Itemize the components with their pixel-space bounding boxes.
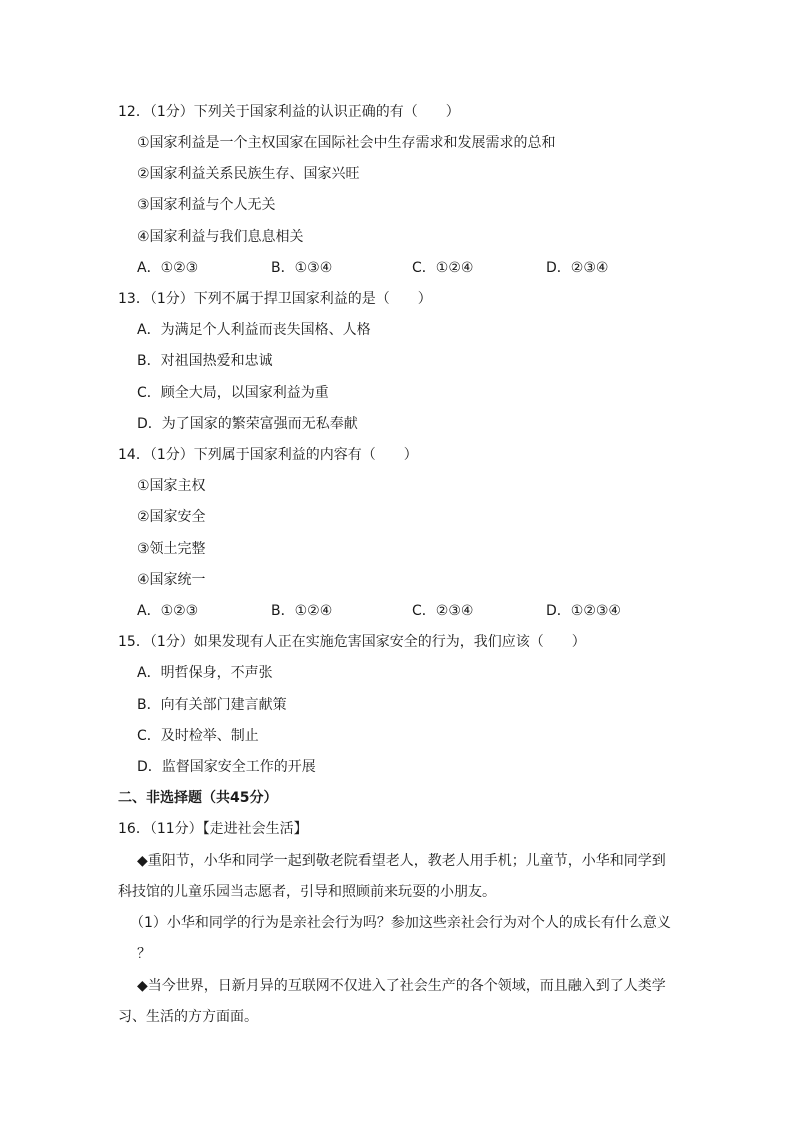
q13-option-b[interactable]: B．对祖国热爱和忠诚 <box>137 353 273 369</box>
q16-stem: 16．（11分）【走进社会生活】 <box>118 821 308 837</box>
q14-option-b[interactable]: B．①②④ <box>271 603 333 619</box>
q16-material-1-line-2: 科技馆的儿童乐园当志愿者，引导和照顾前来玩耍的小朋友。 <box>118 884 496 900</box>
q13-stem: 13．（1分）下列不属于捍卫国家利益的是（ ） <box>118 291 432 307</box>
q12-option-c[interactable]: C．①②④ <box>412 260 474 276</box>
q12-option-b[interactable]: B．①③④ <box>271 260 333 276</box>
q15-option-b[interactable]: B．向有关部门建言献策 <box>137 697 287 713</box>
q13-option-c[interactable]: C．顾全大局，以国家利益为重 <box>137 385 329 401</box>
q15-option-d[interactable]: D．监督国家安全工作的开展 <box>137 759 316 775</box>
q14-option-a[interactable]: A．①②③ <box>137 603 199 619</box>
q12-option-d[interactable]: D．②③④ <box>546 260 609 276</box>
q16-material-1-line-1: ◆重阳节，小华和同学一起到敬老院看望老人，教老人用手机；儿童节，小华和同学到 <box>137 853 666 869</box>
q13-option-d[interactable]: D．为了国家的繁荣富强而无私奉献 <box>137 416 358 432</box>
q12-option-a[interactable]: A．①②③ <box>137 260 199 276</box>
q14-option-d[interactable]: D．①②③④ <box>546 603 621 619</box>
q14-stem: 14．（1分）下列属于国家利益的内容有（ ） <box>118 447 418 463</box>
q16-subquestion-1-line-2: ？ <box>137 946 151 962</box>
section-heading: 二、非选择题（共45分） <box>118 790 278 806</box>
q16-subquestion-1-line-1: （1）小华和同学的行为是亲社会行为吗？参加这些亲社会行为对个人的成长有什么意义 <box>130 915 671 931</box>
q15-option-a[interactable]: A．明哲保身，不声张 <box>137 665 273 681</box>
q12-stem: 12．（1分）下列关于国家利益的认识正确的有（ ） <box>118 104 460 120</box>
q12-statement-2: ②国家利益关系民族生存、国家兴旺 <box>137 166 360 182</box>
q14-statement-4: ④国家统一 <box>137 572 206 588</box>
q12-statement-1: ①国家利益是一个主权国家在国际社会中生存需求和发展需求的总和 <box>137 135 556 151</box>
q12-statement-4: ④国家利益与我们息息相关 <box>137 229 304 245</box>
q12-statement-3: ③国家利益与个人无关 <box>137 197 276 213</box>
q14-statement-1: ①国家主权 <box>137 478 206 494</box>
q14-statement-2: ②国家安全 <box>137 509 206 525</box>
q16-material-2-line-1: ◆当今世界，日新月异的互联网不仅进入了社会生产的各个领域，而且融入到了人类学 <box>137 978 666 994</box>
q13-option-a[interactable]: A．为满足个人利益而丧失国格、人格 <box>137 322 371 338</box>
q15-option-c[interactable]: C．及时检举、制止 <box>137 728 259 744</box>
q15-stem: 15．（1分）如果发现有人正在实施危害国家安全的行为，我们应该（ ） <box>118 634 586 650</box>
q14-option-c[interactable]: C．②③④ <box>412 603 474 619</box>
q14-statement-3: ③领土完整 <box>137 541 206 557</box>
q16-material-2-line-2: 习、生活的方方面面。 <box>118 1009 258 1025</box>
